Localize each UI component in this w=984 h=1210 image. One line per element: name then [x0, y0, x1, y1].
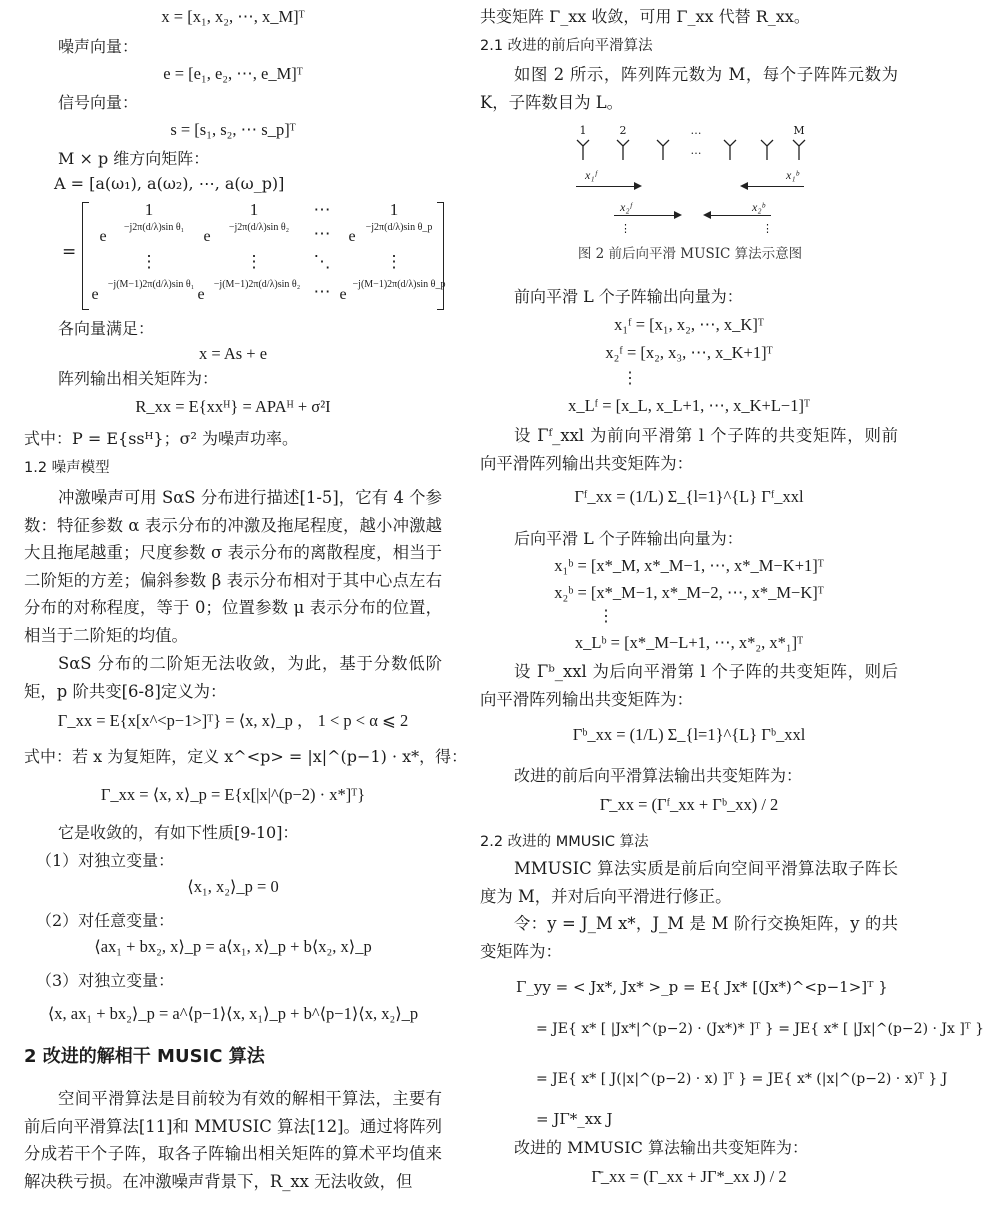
backward-subarray-1-label: x₁ᵇ	[786, 168, 799, 182]
forward-continuation-dots: ⋮	[620, 222, 631, 235]
matrix-cell-base: e	[91, 286, 99, 303]
backward-covariation-paragraph: 设 Γᵇ_xxl 为后向平滑第 l 个子阵的共变矩阵，则后向平滑阵列输出共变矩阵为：	[480, 662, 898, 709]
matrix-cell: ⋯	[313, 282, 331, 301]
vector-s-equation: s = [s₁, s₂, ⋯ s_p]ᵀ	[170, 120, 296, 139]
matrix-cell: ⋮	[245, 252, 263, 271]
matrix-right-bracket	[437, 202, 444, 310]
exchange-matrix-paragraph: 令：y = J_M x*，J_M 是 M 阶行交换矩阵，y 的共变矩阵为：	[480, 914, 898, 961]
forward-vectors-label: 前向平滑 L 个子阵输出向量为：	[514, 287, 743, 306]
backward-vectors-vdots: ⋮	[598, 606, 614, 625]
matrix-cell: ⋮	[385, 252, 403, 271]
covariation-definition-equation: Γ_xx = E{x[x^<p−1>]ᵀ} = ⟨x, x⟩_p ， 1 < p < α ⩽ 2	[57, 711, 409, 730]
property-1-label: （1）对独立变量：	[36, 851, 175, 870]
signal-vector-label: 信号向量：	[58, 93, 139, 112]
correlation-matrix-label: 阵列输出相关矩阵为：	[58, 369, 219, 388]
forward-subarray-1-label: x₁ᶠ	[585, 168, 597, 182]
steering-matrix	[54, 202, 444, 310]
backward-vectors-label: 后向平滑 L 个子阵输出向量为：	[514, 529, 743, 548]
property-3-equation: ⟨x, ax₁ + bx₂⟩_p = a^⟨p−1⟩⟨x, x₁⟩_p + b^⟨p−1⟩⟨x, x₂⟩_p	[47, 1004, 419, 1023]
figure-2-caption: 图 2 前后向平滑 MUSIC 算法示意图	[577, 246, 803, 262]
backward-arrow-1	[742, 186, 804, 187]
property-1-equation: ⟨x₁, x₂⟩_p = 0	[187, 877, 279, 896]
forward-vector-1-equation: x₁ᶠ = [x₁, x₂, ⋯, x_K]ᵀ	[614, 315, 764, 334]
section-2-2-heading: 2.2 改进的 MMUSIC 算法	[480, 834, 649, 850]
improved-fb-equation: Γ̄_xx = (Γᶠ_xx + Γᵇ_xx) / 2	[599, 795, 779, 814]
vector-e-equation: e = [e₁, e₂, ⋯, e_M]ᵀ	[163, 64, 303, 83]
backward-vector-2-equation: x₂ᵇ = [x*_M−1, x*_M−2, ⋯, x*_M−K]ᵀ	[554, 583, 824, 602]
mmusic-paragraph: MMUSIC 算法实质是前后向空间平滑算法取子阵长度为 M，并对后向平滑进行修正。	[480, 859, 898, 906]
matrix-cell-exponent: −j2π(d/λ)sin θ_p	[365, 222, 433, 233]
section-2-1-heading: 2.1 改进的前后向平滑算法	[480, 38, 653, 54]
matrix-cell: ⋮	[140, 252, 158, 271]
matrix-cell: ⋯	[313, 200, 331, 219]
forward-covariation-equation: Γᶠ_xx = (1/L) Σ_{l=1}^{L} Γᶠ_xxl	[574, 487, 804, 506]
section-2-heading: 2 改进的解相干 MUSIC 算法	[24, 1046, 265, 1067]
gamma-yy-equation-2: = JE{ x* [ |Jx*|^(p−2) · (Jx*)* ]ᵀ } = JE{ x* [ |Jx|^(p−2) · Jx ]ᵀ }	[536, 1021, 984, 1037]
backward-vector-L-equation: x_Lᵇ = [x*_M−L+1, ⋯, x*₂, x*₁]ᵀ	[574, 633, 804, 652]
backward-arrow-2	[705, 215, 771, 216]
matrix-cell-exponent: −j(M−1)2π(d/λ)sin θ_p	[352, 279, 446, 290]
properties-intro-text: 它是收敛的，有如下性质[9-10]：	[58, 823, 299, 842]
property-2-equation: ⟨ax₁ + bx₂, x⟩_p = a⟨x₁, x⟩_p + b⟨x₂, x⟩_p	[94, 937, 372, 956]
antenna-icon	[761, 140, 773, 160]
matrix-cell-base: e	[348, 228, 356, 245]
antenna-icon	[724, 140, 736, 160]
smoothing-diagram	[490, 118, 890, 262]
matrix-cell: ⋯	[313, 224, 331, 243]
noise-model-paragraph: 冲激噪声可用 SαS 分布进行描述[1-5]，它有 4 个参数：特征参数 α 表示分布的冲激及拖尾程度，越小冲激越大且拖尾越重；尺度参数 σ 表示分布的离散程度，相当于二阶矩的方差；偏斜参数 β 表示分布相对于其中心点左右分布的对称程度，等于 0；位置参数 μ 表示分布的位置，相当于二阶矩的均值。	[24, 488, 442, 645]
complex-matrix-definition: 式中：若 x 为复矩阵，定义 x^<p> = |x|^(p−1) · x*，得：	[24, 747, 468, 766]
matrix-cell: 1	[389, 200, 399, 219]
matrix-cell-base: e	[197, 286, 205, 303]
antenna-icon	[577, 140, 589, 160]
forward-subarray-2-label: x₂ᶠ	[620, 200, 632, 214]
vectors-satisfy-label: 各向量满足：	[58, 319, 155, 338]
correlation-matrix-equation: R_xx = E{xxᴴ} = APAᴴ + σ²I	[135, 397, 331, 416]
antenna-icon	[657, 140, 669, 160]
gamma-yy-equation-4: = JΓ*_xx J	[536, 1110, 613, 1128]
forward-vectors-vdots: ⋮	[622, 368, 638, 387]
improved-fb-label: 改进的前后向平滑算法输出共变矩阵为：	[514, 766, 803, 785]
property-3-label: （3）对独立变量：	[36, 971, 175, 990]
direction-matrix-label: M × p 维方向矩阵：	[58, 149, 210, 168]
property-2-label: （2）对任意变量：	[36, 911, 175, 930]
backward-vector-1-equation: x₁ᵇ = [x*_M, x*_M−1, ⋯, x*_M−K+1]ᵀ	[554, 556, 824, 575]
matrix-cell-exponent: −j2π(d/λ)sin θ₂	[228, 222, 290, 233]
antenna-index-label: …	[690, 124, 702, 137]
covariation-definition-paragraph: SαS 分布的二阶矩无法收敛，为此，基于分数低阶矩，p 阶共变[6-8]定义为：	[24, 654, 442, 701]
signal-model-equation: x = As + e	[198, 344, 268, 363]
matrix-cell-exponent: −j2π(d/λ)sin θ₁	[123, 222, 185, 233]
forward-vector-2-equation: x₂ᶠ = [x₂, x₃, ⋯, x_K+1]ᵀ	[605, 343, 773, 362]
backward-subarray-2-label: x₂ᵇ	[752, 200, 765, 214]
backward-covariation-equation: Γᵇ_xx = (1/L) Σ_{l=1}^{L} Γᵇ_xxl	[572, 725, 806, 744]
antenna-index-label: 1	[579, 124, 587, 137]
left-column	[24, 0, 468, 1210]
matrix-cell-base: e	[99, 228, 107, 245]
matrix-a-equation: A = [a(ω₁), a(ω₂), ⋯, a(ω_p)]	[54, 174, 285, 193]
improved-mmusic-equation: Γ̄_xx = (Γ_xx + JΓ*_xx J) / 2	[591, 1167, 787, 1186]
gamma-yy-equation-3: = JE{ x* [ J(|x|^(p−2) · x) ]ᵀ } = JE{ x* (|x|^(p−2) · x)ᵀ } J	[536, 1071, 948, 1087]
matrix-cell: 1	[249, 200, 259, 219]
backward-continuation-dots: ⋮	[762, 222, 773, 235]
antenna-index-label: 2	[619, 124, 627, 137]
matrix-cell-base: e	[203, 228, 211, 245]
spatial-smoothing-paragraph: 空间平滑算法是目前较为有效的解相干算法，主要有前后向平滑算法[11]和 MMUSIC 算法[12]。通过将阵列分成若干个子阵，取各子阵输出相关矩阵的算术平均值来解决秩亏损。在冲激噪声背景下，R_xx 无法收敛，但	[24, 1089, 442, 1191]
matrix-cell-base: e	[339, 286, 347, 303]
continuation-text: 共变矩阵 Γ_xx 收敛，可用 Γ_xx 代替 R_xx。	[480, 7, 810, 26]
matrix-equals-sign: =	[62, 242, 77, 262]
matrix-cell: 1	[144, 200, 154, 219]
forward-arrow-1	[576, 186, 640, 187]
antenna-icon	[617, 140, 629, 160]
covariation-expansion-equation: Γ_xx = ⟨x, x⟩_p = E{x[|x|^(p−2) · x*]ᵀ}	[100, 785, 366, 804]
forward-arrow-2	[614, 215, 680, 216]
antenna-icon	[793, 140, 805, 160]
antenna-index-label: M	[793, 124, 805, 137]
matrix-cell-exponent: −j(M−1)2π(d/λ)sin θ₁	[107, 279, 195, 290]
section-1-2-heading: 1.2 噪声模型	[24, 460, 110, 476]
antenna-array	[490, 134, 890, 166]
matrix-cell-exponent: −j(M−1)2π(d/λ)sin θ₂	[213, 279, 301, 290]
where-clause-text: 式中：P = E{ssᴴ}；σ² 为噪声功率。	[24, 429, 299, 448]
antenna-ellipsis: …	[690, 144, 702, 157]
noise-vector-label: 噪声向量：	[58, 37, 139, 56]
forward-covariation-paragraph: 设 Γᶠ_xxl 为前向平滑第 l 个子阵的共变矩阵，则前向平滑阵列输出共变矩阵为：	[480, 426, 898, 473]
matrix-cell: ⋱	[313, 252, 331, 271]
array-description-paragraph: 如图 2 所示，阵列阵元数为 M，每个子阵阵元数为 K，子阵数目为 L。	[480, 65, 898, 112]
vector-x-equation: x = [x₁, x₂, ⋯, x_M]ᵀ	[161, 7, 305, 26]
gamma-yy-equation-1: Γ_yy = < Jx*, Jx* >_p = E{ Jx* [(Jx*)^<p−1>]ᵀ }	[516, 978, 888, 996]
improved-mmusic-label: 改进的 MMUSIC 算法输出共变矩阵为：	[514, 1138, 808, 1157]
right-column	[480, 0, 984, 1210]
forward-vector-L-equation: x_Lᶠ = [x_L, x_L+1, ⋯, x_K+L−1]ᵀ	[568, 396, 810, 415]
